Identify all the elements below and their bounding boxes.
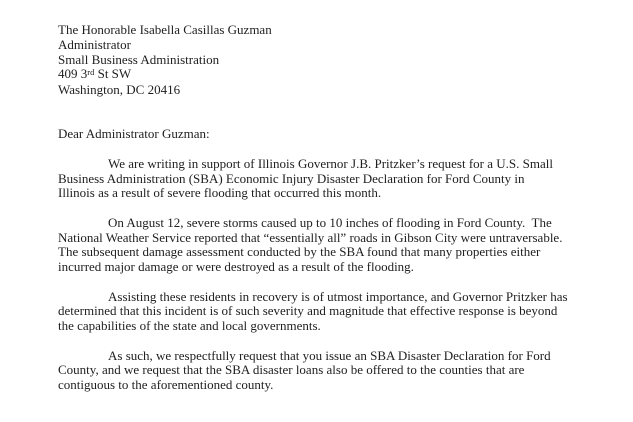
paragraph-line: the capabilities of the state and local governments. (58, 318, 321, 333)
paragraph-line: incurred major damage or were destroyed as a result of the flooding. (58, 259, 414, 274)
recipient-city-state-zip: Washington, DC 20416 (58, 82, 181, 97)
paragraph-line: County, and we request that the SBA disaster loans also be offered to the counties that are (58, 362, 525, 378)
paragraph-2 (58, 216, 615, 275)
recipient-street-address (58, 67, 615, 83)
recipient-title: Administrator (58, 36, 131, 52)
recipient-organization: Small Business Administration (58, 51, 220, 67)
recipient-name: The Honorable Isabella Casillas Guzman (58, 22, 272, 37)
paragraph-line: National Weather Service reported that “essentially all” roads in Gibson City were untraversable. (58, 229, 563, 245)
paragraph-line: Assisting these residents in recovery is of utmost importance, and Governor Pritzker has (108, 288, 568, 304)
paragraph-line: contiguous to the aforementioned county. (58, 377, 274, 392)
salutation: Dear Administrator Guzman: (58, 126, 210, 142)
paragraph-4 (58, 349, 615, 393)
paragraph-line: On August 12, severe storms caused up to 10 inches of flooding in Ford County. The (108, 214, 552, 230)
paragraph-line: As such, we respectfully request that you issue an SBA Disaster Declaration for Ford (108, 347, 551, 363)
street-number: 409 3 (58, 66, 88, 82)
paragraph-1 (58, 157, 615, 201)
paragraph-3 (58, 290, 615, 334)
paragraph-line: We are writing in support of Illinois Governor J.B. Pritzker’s request for a U.S. Small (108, 155, 553, 171)
street-name: St SW (94, 66, 132, 82)
paragraph-line: Illinois as a result of severe flooding that occurred this month. (58, 185, 382, 201)
paragraph-line: determined that this incident is of such severity and magnitude that effective response is beyond (58, 303, 558, 319)
paragraph-line: The subsequent damage assessment conducted by the SBA found that many properties either (58, 244, 541, 260)
paragraph-line: Business Administration (SBA) Economic Injury Disaster Declaration for Ford County in (58, 170, 525, 186)
recipient-address-block (58, 23, 615, 98)
street-ordinal-superscript: rd (87, 67, 95, 78)
